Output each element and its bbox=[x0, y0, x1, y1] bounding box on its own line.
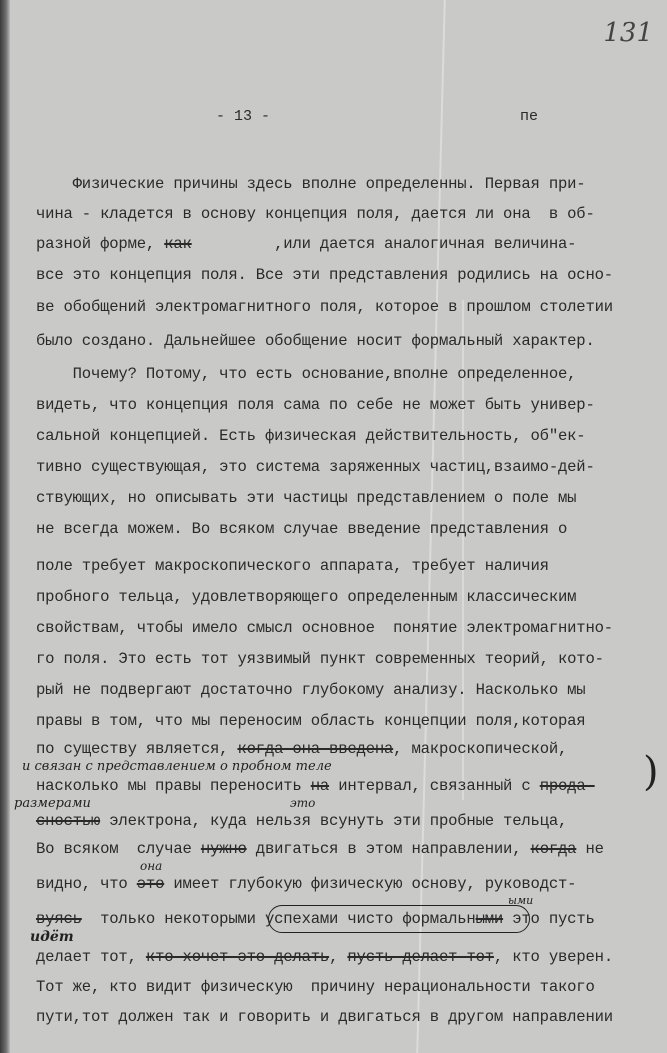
folio-number: 131 bbox=[603, 18, 653, 48]
struck-text: кто хочет это делать bbox=[145, 948, 330, 966]
text-segment: двигаться в этом направлении, bbox=[246, 840, 531, 858]
text-segment: чина - кладется в основу концепция поля, дается ли она в об- bbox=[36, 205, 595, 223]
text-segment: не bbox=[576, 840, 604, 858]
text-segment: Тот же, кто видит физическую причину нерациональности такого bbox=[36, 978, 595, 996]
text-line bbox=[36, 650, 604, 668]
text-segment: разной форме, bbox=[36, 235, 165, 253]
text-line bbox=[36, 489, 576, 507]
text-line bbox=[36, 712, 585, 730]
text-segment: электрона, куда нельзя всунуть эти пробные тельца, bbox=[100, 812, 568, 830]
struck-text: вуясь bbox=[36, 910, 82, 928]
text-line bbox=[36, 458, 595, 476]
struck-text: прода- bbox=[539, 777, 595, 795]
text-segment: ствующих, но описывать эти частицы представлением о поле мы bbox=[36, 489, 577, 507]
struck-text: ыми bbox=[475, 910, 504, 928]
text-line bbox=[36, 298, 613, 316]
text-line bbox=[36, 520, 567, 538]
text-segment: свойствам, чтобы имело смысл основное понятие электромагнитно- bbox=[36, 619, 613, 637]
struck-text: как bbox=[164, 235, 192, 253]
text-segment: Во всяком случае bbox=[36, 840, 201, 858]
text-segment: было создано. Дальнейшее обобщение носит формальный характер. bbox=[36, 332, 595, 350]
text-line bbox=[36, 840, 604, 858]
text-segment: пути,тот должен так и говорить и двигаться в другом направлении bbox=[36, 1008, 613, 1026]
handwritten-circle bbox=[268, 905, 530, 933]
text-line bbox=[36, 948, 613, 966]
text-segment: сальной концепцией. Есть физическая действительность, об"ек- bbox=[36, 427, 586, 445]
text-line bbox=[36, 978, 595, 996]
page-number: - 13 - bbox=[216, 108, 271, 125]
text-segment: видно, что bbox=[36, 875, 137, 893]
text-segment: по существу является, bbox=[36, 740, 238, 758]
text-line bbox=[36, 332, 595, 350]
text-segment: , макроскопической, bbox=[393, 740, 568, 758]
struck-text: когда bbox=[530, 840, 577, 858]
text-segment: пробного тельца, удовлетворяющего определенным классическим bbox=[36, 588, 577, 606]
text-segment: рый не подвергают достаточно глубокому анализу. Насколько мы bbox=[36, 681, 586, 699]
text-line bbox=[36, 588, 576, 606]
handwritten-insertion: и связан с представлением о пробном теле bbox=[22, 759, 332, 774]
text-segment: имеет глубокую физическую основу, руководст- bbox=[164, 875, 577, 893]
text-line bbox=[36, 235, 576, 253]
struck-text: нужно bbox=[200, 840, 247, 858]
text-segment: правы в том, что мы переносим область концепции поля,которая bbox=[36, 712, 586, 730]
text-line bbox=[36, 175, 585, 193]
text-line bbox=[36, 875, 576, 893]
text-segment: ,или дается аналогичная величина- bbox=[191, 235, 577, 253]
text-line bbox=[36, 619, 613, 637]
header-mark: пе bbox=[520, 108, 539, 125]
handwritten-margin-word: идёт bbox=[30, 929, 74, 945]
text-line bbox=[36, 396, 595, 414]
text-segment: , bbox=[329, 948, 348, 966]
text-line bbox=[36, 812, 567, 830]
text-line bbox=[36, 740, 567, 758]
struck-text: пусть делает тот bbox=[347, 948, 494, 966]
text-line bbox=[36, 365, 576, 383]
text-segment: Почему? Потому, что есть основание,вполне определенное, bbox=[36, 365, 577, 383]
text-segment: все это концепция поля. Все эти представления родились на осно- bbox=[36, 266, 613, 284]
text-segment: не всегда можем. Во всяком случае введение представления о bbox=[36, 520, 568, 538]
struck-text: когда она введена bbox=[237, 740, 394, 758]
text-segment: Физические причины здесь вполне определенны. Первая при- bbox=[36, 175, 586, 193]
text-segment: только некоторыми успехами чисто формальн bbox=[81, 910, 476, 928]
text-line bbox=[36, 266, 613, 284]
text-segment: го поля. Это есть тот уязвимый пункт современных теорий, кото- bbox=[36, 650, 604, 668]
text-segment: поле требует макроскопического аппарата, требует наличия bbox=[36, 557, 549, 575]
text-segment: видеть, что концепция поля сама по себе не может быть универ- bbox=[36, 396, 595, 414]
text-segment: делает тот, bbox=[36, 948, 146, 966]
handwritten-above-word: она bbox=[140, 859, 163, 873]
struck-text: это bbox=[136, 875, 165, 893]
text-segment: тивно существующая, это система заряженных частиц,взаимо-дей- bbox=[36, 458, 595, 476]
struck-text: сностью bbox=[36, 812, 101, 830]
text-segment: , кто уверен. bbox=[493, 948, 613, 966]
struck-text: на bbox=[310, 777, 330, 795]
text-line bbox=[36, 205, 595, 223]
text-line bbox=[36, 1008, 613, 1026]
text-segment: ве обобщений электромагнитного поля, которое в прошлом столетии bbox=[36, 298, 613, 316]
text-segment: это пусть bbox=[503, 910, 595, 928]
handwritten-margin-word: размерами bbox=[14, 796, 91, 811]
text-segment: интервал, связанный с bbox=[329, 777, 540, 795]
handwritten-above-word: это bbox=[290, 796, 316, 810]
text-line bbox=[36, 427, 585, 445]
handwritten-suffix: ыми bbox=[508, 894, 534, 907]
text-segment: насколько мы правы переносить bbox=[36, 777, 311, 795]
page-edge-shadow bbox=[0, 0, 10, 1053]
text-line bbox=[36, 681, 585, 699]
text-line bbox=[36, 777, 595, 795]
text-line bbox=[36, 557, 549, 575]
margin-bracket: ) bbox=[643, 749, 659, 795]
